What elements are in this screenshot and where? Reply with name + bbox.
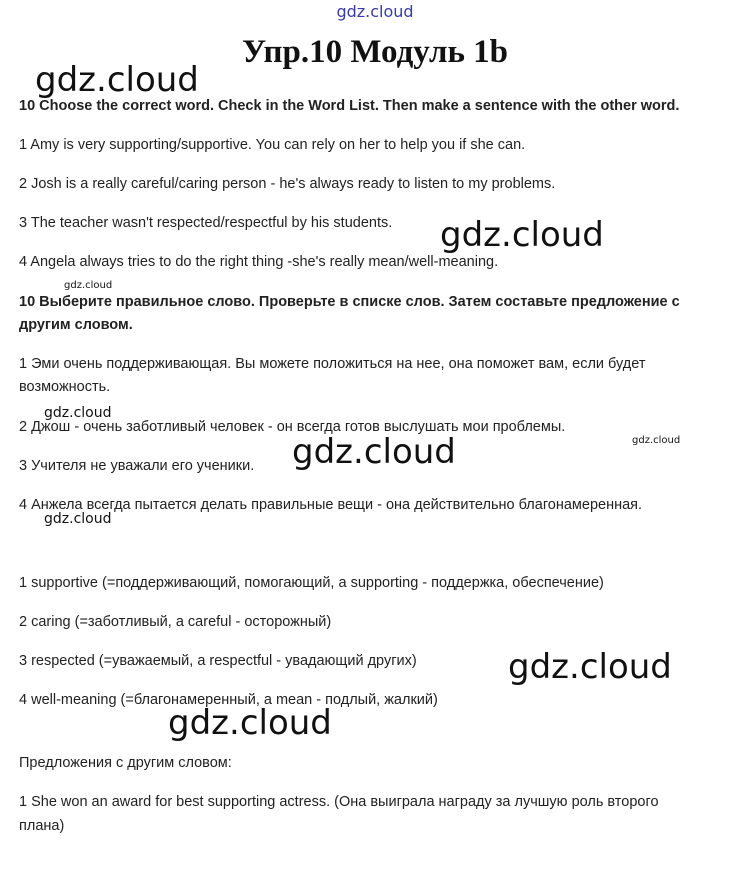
watermark: gdz.cloud xyxy=(44,405,112,421)
watermark: gdz.cloud xyxy=(44,511,112,527)
watermark-top: gdz.cloud xyxy=(336,2,414,21)
other-word-sentence: плана) xyxy=(19,818,65,834)
exercise-item: 3 The teacher wasn't respected/respectful by his students. xyxy=(19,215,393,231)
translation-item: 2 Джош - очень заботливый человек - он всегда готов выслушать мои проблемы. xyxy=(19,419,566,435)
exercise-item: 2 Josh is a really careful/caring person - he's always ready to listen to my problems. xyxy=(19,176,556,192)
answer-item: 4 well-meaning (=благонамеренный, а mean - подлый, жалкий) xyxy=(19,692,438,708)
exercise-heading-en: 10 Choose the correct word. Check in the Word List. Then make a sentence with the other word. xyxy=(19,98,680,114)
watermark: gdz.cloud xyxy=(168,703,332,743)
translation-item: 3 Учителя не уважали его ученики. xyxy=(19,458,255,474)
translation-item: 1 Эми очень поддерживающая. Вы можете положиться на нее, она поможет вам, если будет xyxy=(19,356,646,372)
exercise-item: 1 Amy is very supporting/supportive. You can rely on her to help you if she can. xyxy=(19,137,526,153)
page-title: Упр.10 Модуль 1b xyxy=(241,34,509,70)
exercise-heading-ru: другим словом. xyxy=(19,317,133,333)
watermark: gdz.cloud xyxy=(508,647,672,687)
translation-item: 4 Анжела всегда пытается делать правильные вещи - она действительно благонамеренная. xyxy=(19,497,643,513)
answer-item: 1 supportive (=поддерживающий, помогающий, а supporting - поддержка, обеспечение) xyxy=(19,575,604,591)
watermark: gdz.cloud xyxy=(440,215,604,255)
watermark: gdz.cloud xyxy=(35,60,199,100)
answer-item: 2 caring (=заботливый, а careful - осторожный) xyxy=(19,614,332,630)
other-words-heading: Предложения с другим словом: xyxy=(19,755,232,771)
exercise-heading-ru: 10 Выберите правильное слово. Проверьте в списке слов. Затем составьте предложение с xyxy=(19,294,680,310)
watermark: gdz.cloud xyxy=(292,432,456,472)
other-word-sentence: 1 She won an award for best supporting actress. (Она выиграла награду за лучшую роль второго xyxy=(19,794,659,810)
translation-item: возможность. xyxy=(19,379,111,395)
watermark: gdz.cloud xyxy=(632,435,681,446)
exercise-item: 4 Angela always tries to do the right thing -she's really mean/well-meaning. xyxy=(19,254,499,270)
watermark: gdz.cloud xyxy=(64,280,113,291)
answer-item: 3 respected (=уважаемый, а respectful - увадающий других) xyxy=(19,653,417,669)
